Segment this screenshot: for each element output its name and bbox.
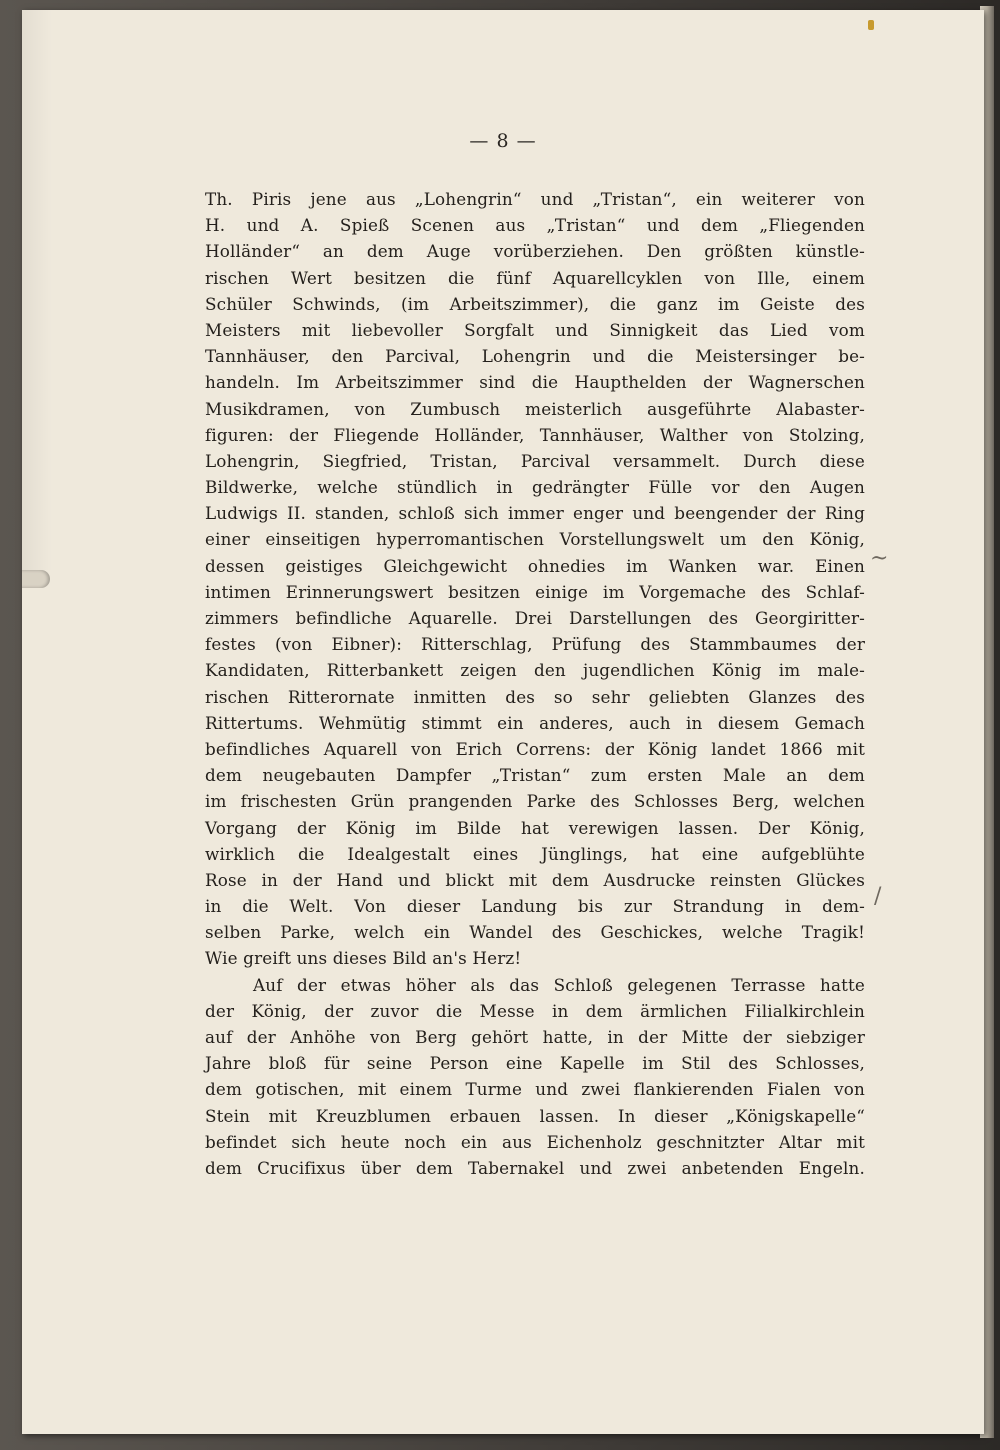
book-page [22,10,984,1434]
text-line: Musikdramen, von Zumbusch meisterlich ausgeführte Alabaster- [205,398,865,419]
text-line: Lohengrin, Siegfried, Tristan, Parcival versammelt. Durch diese [205,450,865,471]
text-line: Jahre bloß für seine Person eine Kapelle im Stil des Schlosses, [205,1053,865,1074]
text-line: dessen geistiges Gleichgewicht ohnedies im Wanken war. Einen [205,555,865,576]
text-line: befindet sich heute noch ein aus Eichenholz geschnitzter Altar mit [205,1131,865,1152]
text-line: H. und A. Spieß Scenen aus „Tristan“ und dem „Fliegenden [205,215,865,236]
text-line: im frischesten Grün prangenden Parke des Schlosses Berg, welchen [205,791,865,812]
text-line: Th. Piris jene aus „Lohengrin“ und „Tristan“, ein weiterer von [205,189,865,209]
page-number: — 8 — [469,130,537,152]
text-line: zimmers befindliche Aquarelle. Drei Darstellungen des Georgiritter- [205,608,865,628]
margin-pencil-mark: ~ [870,546,889,571]
text-line: figuren: der Fliegende Holländer, Tannhäuser, Walther von Stolzing, [205,424,865,445]
text-line: auf der Anhöhe von Berg gehört hatte, in der Mitte der siebziger [205,1027,865,1047]
text-line: Kandidaten, Ritterbankett zeigen den jugendlichen König im male- [205,660,865,681]
text-line: Schüler Schwinds, (im Arbeitszimmer), die ganz im Geiste des [205,293,865,314]
text-line: Meisters mit liebevoller Sorgfalt und Sinnigkeit das Lied vom [205,319,865,340]
text-line: einer einseitigen hyperromantischen Vorstellungswelt um den König, [205,529,865,550]
text-line: Wie greift uns dieses Bild an's Herz! [205,948,522,969]
text-line: Vorgang der König im Bilde hat verewigen lassen. Der König, [205,817,865,838]
text-line: Tannhäuser, den Parcival, Lohengrin und die Meistersinger be- [205,346,865,367]
text-line: rischen Ritterornate inmitten des so sehr geliebten Glanzes des [205,686,865,707]
text-line: Rittertums. Wehmütig stimmt ein anderes, auch in diesem Gemach [205,712,865,733]
bookmark-tab [868,20,874,30]
body-text [205,186,865,1181]
margin-pencil-mark: / [874,884,882,909]
text-line: rischen Wert besitzen die fünf Aquarellcyklen von Ille, einem [205,267,865,288]
text-line: Holländer“ an dem Auge vorüberziehen. Den größten künstle- [205,241,865,262]
text-line: dem neugebauten Dampfer „Tristan“ zum ersten Male an dem [205,765,865,786]
text-line: Stein mit Kreuzblumen erbauen lassen. In dieser „Königskapelle“ [205,1105,865,1126]
text-line: festes (von Eibner): Ritterschlag, Prüfung des Stammbaumes der [205,634,865,655]
text-line: dem gotischen, mit einem Turme und zwei flankierenden Fialen von [205,1079,865,1100]
text-line: wirklich die Idealgestalt eines Jünglings, hat eine aufgeblühte [205,843,865,864]
text-line: Rose in der Hand und blickt mit dem Ausdrucke reinsten Glückes [205,869,865,890]
text-line: der König, der zuvor die Messe in dem ärmlichen Filialkirchlein [205,1000,865,1021]
text-line: selben Parke, welch ein Wandel des Geschickes, welche Tragik! [205,922,865,943]
text-line: Bildwerke, welche stündlich in gedrängter Fülle vor den Augen [205,477,865,498]
text-line: Ludwigs II. standen, schloß sich immer enger und beengender der Ring [205,503,865,524]
text-line: in die Welt. Von dieser Landung bis zur Strandung in dem- [205,896,865,917]
binding-shadow [22,10,52,570]
text-line: handeln. Im Arbeitszimmer sind die Haupthelden der Wagnerschen [205,372,865,393]
page-clip [22,570,50,588]
text-line: dem Crucifixus über dem Tabernakel und zwei anbetenden Engeln. [205,1157,865,1178]
text-line: befindliches Aquarell von Erich Correns: der König landet 1866 mit [205,738,865,759]
paragraph-start-line: Auf der etwas höher als das Schloß gelegenen Terrasse hatte [253,974,865,995]
text-line: intimen Erinnerungswert besitzen einige im Vorgemache des Schlaf- [205,581,865,602]
